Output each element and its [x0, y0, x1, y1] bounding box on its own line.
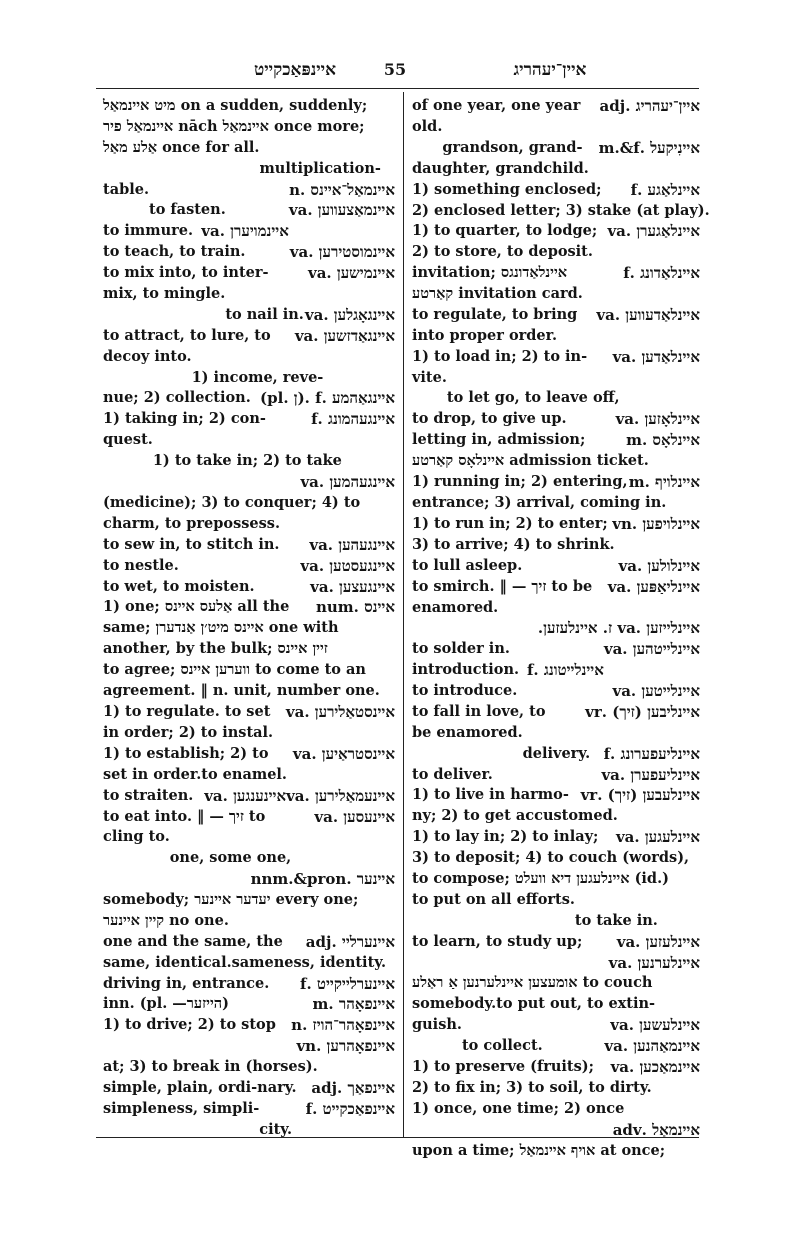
- entry-text: decoy into.: [103, 347, 192, 365]
- entry-text: quest.: [103, 431, 153, 449]
- entry-text: old.: [412, 117, 443, 135]
- entry-line: [412, 200, 710, 221]
- headword: איינלולען .va: [618, 556, 700, 575]
- entry-text: to teach, to train.: [103, 243, 246, 261]
- entry-text: enamored.: [412, 598, 499, 616]
- headword: איינגאַדזשען .va: [294, 326, 395, 345]
- entry-text: 1) one; אַלעס איינס all the: [103, 598, 290, 616]
- entry-line: [412, 96, 700, 117]
- entry-line: [412, 263, 700, 284]
- entry-text: at; 3) to break in (horses).: [103, 1058, 318, 1076]
- entry-text: to learn, to study up;: [412, 932, 583, 950]
- headword: איינעסען .va: [314, 807, 395, 826]
- headword: איינליעפערונג .f: [603, 744, 700, 763]
- headword: איינס .num: [315, 598, 395, 617]
- headword: איינִיקעל .m.&f: [598, 138, 700, 157]
- headword: איינלאַדונג .f: [623, 264, 700, 283]
- headword: איינפאָהר־הויז .n: [291, 1016, 395, 1035]
- entry-line: [103, 284, 395, 305]
- headword: איינער .nnm.&pron: [250, 869, 395, 888]
- entry-text: 2) to fix in; 3) to soil, to dirty.: [412, 1078, 652, 1096]
- entry-line: [103, 305, 395, 326]
- entry-line: [103, 535, 395, 575]
- entry-line: [103, 702, 395, 741]
- headword: איינלעגען .va: [615, 828, 700, 847]
- entry-text: sameness, identity.: [231, 953, 387, 971]
- entry-line: [412, 1099, 700, 1139]
- entry-line: [103, 576, 395, 617]
- entry-line: [103, 1036, 395, 1076]
- entry-line: [103, 848, 395, 888]
- entry-line: [412, 221, 700, 242]
- entry-line: [103, 409, 395, 430]
- entry-text: driving in, entrance.: [103, 974, 270, 992]
- entry-text: somebody.: [412, 995, 497, 1013]
- entry-line: [412, 848, 700, 869]
- headword: איינלאַגע .f: [630, 180, 700, 199]
- entry-line: [103, 869, 395, 908]
- headword: איינלערנען .va: [608, 953, 700, 972]
- entry-line: [412, 785, 700, 806]
- headword: איינפאָהר .m: [312, 995, 395, 1014]
- entry-line: [103, 347, 395, 368]
- entry-line: [103, 180, 395, 201]
- headword: איינפאַכקייט .f: [305, 1099, 395, 1118]
- entry-text: to straiten.: [103, 786, 194, 804]
- entry-text: entrance; 3) arrival, coming in.: [412, 494, 667, 511]
- entry-text: to nail in.: [225, 305, 304, 323]
- headword: איינלאָזען .va: [615, 410, 700, 429]
- entry-text: 1) taking in; 2) con-: [103, 410, 266, 428]
- headword: איינערלייקייט .f: [300, 974, 395, 993]
- entry-text: to wet, to moisten.: [103, 577, 255, 595]
- headword: איינגעסטען .va: [300, 556, 395, 575]
- entry-text: same; איינס מיט׳ן אַנדערן one with: [103, 619, 339, 637]
- headword: איינגאָגלען .va: [304, 305, 395, 324]
- entry-line: [103, 785, 395, 806]
- entry-text: to introduce.: [412, 681, 518, 699]
- entry-line: [412, 660, 700, 681]
- entry-text: introduction.: [412, 661, 520, 679]
- entry-text: to nestle.: [103, 556, 179, 574]
- entry-text: to take in.: [574, 911, 658, 929]
- entry-line: [103, 597, 395, 637]
- entry-text: 1) to establish; 2) to: [103, 744, 269, 762]
- entry-text: 1) to lay in; 2) to inlay;: [412, 828, 599, 846]
- entry-line: [103, 472, 395, 511]
- headword: איינמאַל־איינס .n: [289, 180, 395, 199]
- entry-text: invitation; איינלאַדונגס: [412, 264, 568, 282]
- entry-text: nue; 2) collection.: [103, 389, 251, 407]
- entry-text: 1) to regulate. to set: [103, 703, 271, 721]
- right-column: [412, 96, 710, 1159]
- entry-line: [412, 681, 700, 702]
- entry-text: 1) to take in; 2) to take: [152, 452, 342, 470]
- entry-text: upon a time; אויף איינמאַל at once;: [412, 1141, 666, 1159]
- entry-line: [412, 744, 700, 765]
- entry-line: [412, 639, 700, 660]
- entry-line: [103, 618, 395, 658]
- entry-line: [412, 1078, 700, 1099]
- entry-text: set in order.: [103, 765, 202, 783]
- entry-text: charm, to prepossess.: [103, 514, 281, 532]
- entry-line: [103, 827, 395, 848]
- headword: איינעמאַלירען .va: [286, 786, 395, 805]
- entry-line: [412, 472, 700, 493]
- entry-text: 2) enclosed letter; 3) stake (at play).: [412, 201, 710, 219]
- entry-line: [412, 159, 700, 180]
- entry-line: [412, 806, 700, 827]
- running-head-left: איינפּאַכקייט: [253, 60, 337, 80]
- entry-text: to fall in love, to: [412, 702, 546, 720]
- entry-line: [412, 305, 700, 326]
- entry-line: [412, 451, 700, 472]
- entry-text: 1) to drive; 2) to stop: [103, 1016, 276, 1034]
- entry-text: of one year, one year: [412, 97, 581, 114]
- entry-text: 3) to arrive; 4) to shrink.: [412, 535, 615, 553]
- headword: איינלאַדעווען .va: [596, 306, 700, 325]
- entry-text: be enamored.: [412, 723, 523, 741]
- headword: איינמאַהנען .va: [604, 1037, 700, 1056]
- entry-text: to drop, to give up.: [412, 410, 567, 428]
- entry-line: [103, 514, 395, 554]
- entry-text: guish.: [412, 1016, 462, 1034]
- entry-line: [412, 765, 700, 786]
- entry-line: [412, 869, 700, 890]
- entry-line: [412, 409, 700, 430]
- entry-line: [412, 347, 700, 368]
- entry-line: [412, 326, 700, 347]
- column-divider: [403, 92, 404, 1137]
- entry-text: 1) to run in; 2) to enter;: [412, 514, 608, 532]
- entry-text: vite.: [412, 368, 447, 386]
- entry-line: [412, 514, 700, 535]
- entry-text: delivery.: [522, 744, 591, 762]
- entry-text: to attract, to lure, to: [103, 326, 271, 344]
- headword: איינלייזען .va ז. איינלעזען.: [537, 619, 700, 638]
- entry-text: letting in, admission;: [412, 431, 586, 449]
- left-column: [103, 96, 395, 1138]
- entry-line: [103, 556, 395, 596]
- headword: איין־יעהריג .adj: [599, 97, 700, 115]
- entry-line: [412, 1120, 700, 1159]
- entry-line: [412, 1036, 700, 1057]
- entry-text: to smirch. ‖ — זיך to be: [412, 577, 593, 595]
- entry-line: [412, 242, 700, 263]
- headword: איינמאַל .adv: [612, 1120, 700, 1139]
- entry-line: [103, 138, 395, 159]
- entry-line: [103, 221, 395, 242]
- entry-line: [412, 1015, 700, 1036]
- entry-line: [103, 493, 395, 532]
- entry-text: to sew in, to stitch in.: [103, 535, 280, 553]
- entry-text: simpleness, simpli-: [103, 1099, 260, 1117]
- headword: איינלויף .m: [628, 473, 700, 492]
- entry-line: [412, 1057, 700, 1078]
- headword: איינגעהען .va: [309, 535, 395, 554]
- headword: איינמוסטירען .va: [289, 243, 395, 262]
- headword: איינגעהמונג .f: [311, 410, 395, 429]
- entry-text: to put out, to extin-: [496, 995, 656, 1013]
- entry-text: nary.: [257, 1079, 297, 1097]
- entry-line: [103, 723, 395, 763]
- entry-line: [103, 639, 395, 679]
- entry-text: to let go, to leave off,: [446, 389, 620, 407]
- entry-line: [103, 1099, 395, 1120]
- entry-text: another, by the bulk; זיין איינס: [103, 640, 328, 658]
- headword: איינמאַכען .va: [610, 1058, 700, 1077]
- entry-line: [412, 723, 700, 744]
- entry-line: [103, 1120, 395, 1141]
- entry-line: [412, 827, 700, 848]
- entry-text: somebody; יעדער איינער every one;: [103, 890, 359, 908]
- entry-text: agreement. ‖ n. unit, number one.: [103, 682, 380, 700]
- entry-line: [103, 681, 395, 722]
- entry-line: [103, 117, 395, 138]
- entry-text: אַלע מאַל once for all.: [103, 138, 260, 156]
- entry-line: [103, 911, 395, 951]
- headword: איינענגען .va: [204, 786, 287, 805]
- entry-line: [103, 451, 395, 492]
- headword: איינלעבען (זיך) .vr: [580, 786, 700, 805]
- entry-line: [103, 388, 395, 409]
- entry-line: [103, 806, 395, 827]
- entry-line: [412, 368, 700, 389]
- entry-line: [412, 493, 700, 514]
- entry-text: איינמאַל פיר nāch איינמאַל once more;: [103, 117, 365, 135]
- entry-text: to enamel.: [201, 765, 287, 783]
- entry-line: [412, 932, 700, 972]
- headword: איינלייטהען .va: [603, 640, 700, 659]
- entry-text: one and the same, the: [103, 932, 283, 950]
- entry-text: to agree; ווערען איינס to come to an: [103, 661, 366, 679]
- entry-text: 1) to load in; 2) to in-: [412, 347, 588, 365]
- entry-line: [412, 618, 700, 639]
- entry-line: [103, 1015, 395, 1056]
- entry-text: to compose; איינלעגען דיא וועלט (id.): [412, 870, 669, 888]
- entry-line: [412, 138, 700, 159]
- entry-text: to fasten.: [149, 201, 226, 219]
- entry-line: [103, 890, 395, 929]
- headword: איינליבען (זיך) .vr: [585, 702, 700, 721]
- entry-text: cling to.: [103, 828, 170, 846]
- headword: איינגאַהמע .f .(ן .pl): [260, 389, 395, 408]
- entry-text: city.: [259, 1120, 293, 1138]
- entry-text: multiplication-: [259, 159, 381, 177]
- entry-text: to eat into. ‖ — זיך to: [103, 807, 266, 825]
- entry-text: (medicine); 3) to conquer; 4) to: [103, 493, 361, 511]
- entry-text: מיט איינמאַל on a sudden, suddenly;: [103, 97, 368, 114]
- entry-line: [103, 660, 395, 700]
- entry-text: simple, plain, ordi-: [103, 1079, 258, 1097]
- headword: איינלויפען .vn: [612, 514, 700, 533]
- entry-text: 2) to store, to deposit.: [412, 243, 593, 261]
- entry-text: איינלאָס קאַרטע admission ticket.: [412, 452, 649, 470]
- entry-text: אומעצען איינלערנען אַ ראַלע to couch: [412, 974, 653, 992]
- entry-line: [412, 556, 700, 577]
- entry-text: to deliver.: [412, 765, 493, 783]
- entry-line: [412, 117, 700, 138]
- entry-line: [103, 263, 395, 284]
- entry-line: [412, 430, 700, 451]
- entry-text: same, identical.: [103, 953, 232, 971]
- headword: איינלאַגערן .va: [607, 222, 700, 241]
- entry-line: [412, 180, 700, 201]
- entry-line: [103, 1078, 395, 1099]
- entry-line: [412, 890, 700, 911]
- headword: איינליאַפּען .va: [607, 577, 700, 596]
- entry-line: [412, 702, 700, 723]
- entry-text: daughter, grandchild.: [412, 159, 589, 177]
- entry-text: to regulate, to bring: [412, 306, 578, 324]
- entry-text: in order; 2) to instal.: [103, 723, 274, 741]
- entry-text: table.: [103, 180, 150, 198]
- entry-line: [103, 200, 395, 221]
- headword: איינלעשען .va: [610, 1016, 700, 1035]
- entry-text: קיין איינער no one.: [103, 911, 229, 929]
- page-number: 55: [383, 60, 407, 79]
- headword: איינפאָהרען .vn: [296, 1037, 395, 1056]
- entry-text: to collect.: [461, 1037, 543, 1055]
- headword: איינלעזען .va: [616, 932, 700, 951]
- header-rule: [96, 88, 699, 89]
- entry-text: 1) to live in harmo-: [412, 786, 569, 804]
- entry-text: to put on all efforts.: [412, 890, 575, 908]
- entry-line: [412, 535, 700, 556]
- entry-text: into proper order.: [412, 326, 557, 344]
- headword: איינסטאַלירען .va: [285, 703, 395, 722]
- headword: איינמישען .va: [307, 264, 395, 283]
- entry-text: to immure.: [103, 222, 194, 240]
- entry-text: to lull asleep.: [412, 556, 523, 574]
- headword: איינמויערן .va: [201, 222, 289, 241]
- entry-line: [412, 576, 700, 597]
- entry-text: קאַרטע invitation card.: [412, 285, 583, 303]
- entry-text: 3) to deposit; 4) to couch (words),: [412, 849, 690, 867]
- headword: איינלייטען .va: [612, 681, 700, 700]
- headword: איינפאַך .adj: [311, 1079, 395, 1098]
- headword: איינסטראַיען .va: [292, 744, 395, 763]
- entry-text: to mix into, to inter-: [103, 264, 269, 282]
- entry-text: one, some one,: [169, 849, 292, 867]
- headword: איינמאַצעווען .va: [288, 201, 395, 220]
- entry-text: 1) to quarter, to lodge;: [412, 222, 598, 240]
- entry-line: [103, 96, 395, 117]
- entry-line: [412, 284, 700, 305]
- running-head-right: איין־יעהריג: [513, 60, 587, 80]
- entry-text: 1) running in; 2) entering,: [412, 473, 628, 491]
- headword: איינלאַדען .va: [612, 347, 700, 366]
- entry-text: to solder in.: [412, 640, 510, 658]
- headword: איינלאָס .m: [626, 431, 700, 450]
- entry-line: [103, 430, 395, 451]
- entry-text: mix, to mingle.: [103, 285, 226, 303]
- entry-text: grandson, grand-: [442, 138, 583, 156]
- headword: איינלייטונג .f: [526, 661, 604, 680]
- entry-text: ny; 2) to get accustomed.: [412, 807, 618, 825]
- headword: איינערליי .adj: [305, 932, 395, 951]
- entry-text: 1) once, one time; 2) once: [412, 1099, 625, 1117]
- entry-text: inn. (pl. —הייזער): [103, 995, 229, 1013]
- entry-line: [103, 242, 395, 263]
- entry-line: [103, 326, 395, 347]
- entry-text: 1) to preserve (fruits);: [412, 1057, 595, 1075]
- entry-text: 1) income, reve-: [191, 368, 324, 386]
- entry-line: [412, 597, 700, 618]
- headword: איינגעהמען .va: [300, 473, 395, 492]
- headword: איינליעפערן .va: [601, 765, 700, 784]
- entry-line: [412, 953, 700, 992]
- headword: איינגעצען .va: [310, 577, 395, 596]
- entry-text: 1) something enclosed;: [412, 180, 602, 198]
